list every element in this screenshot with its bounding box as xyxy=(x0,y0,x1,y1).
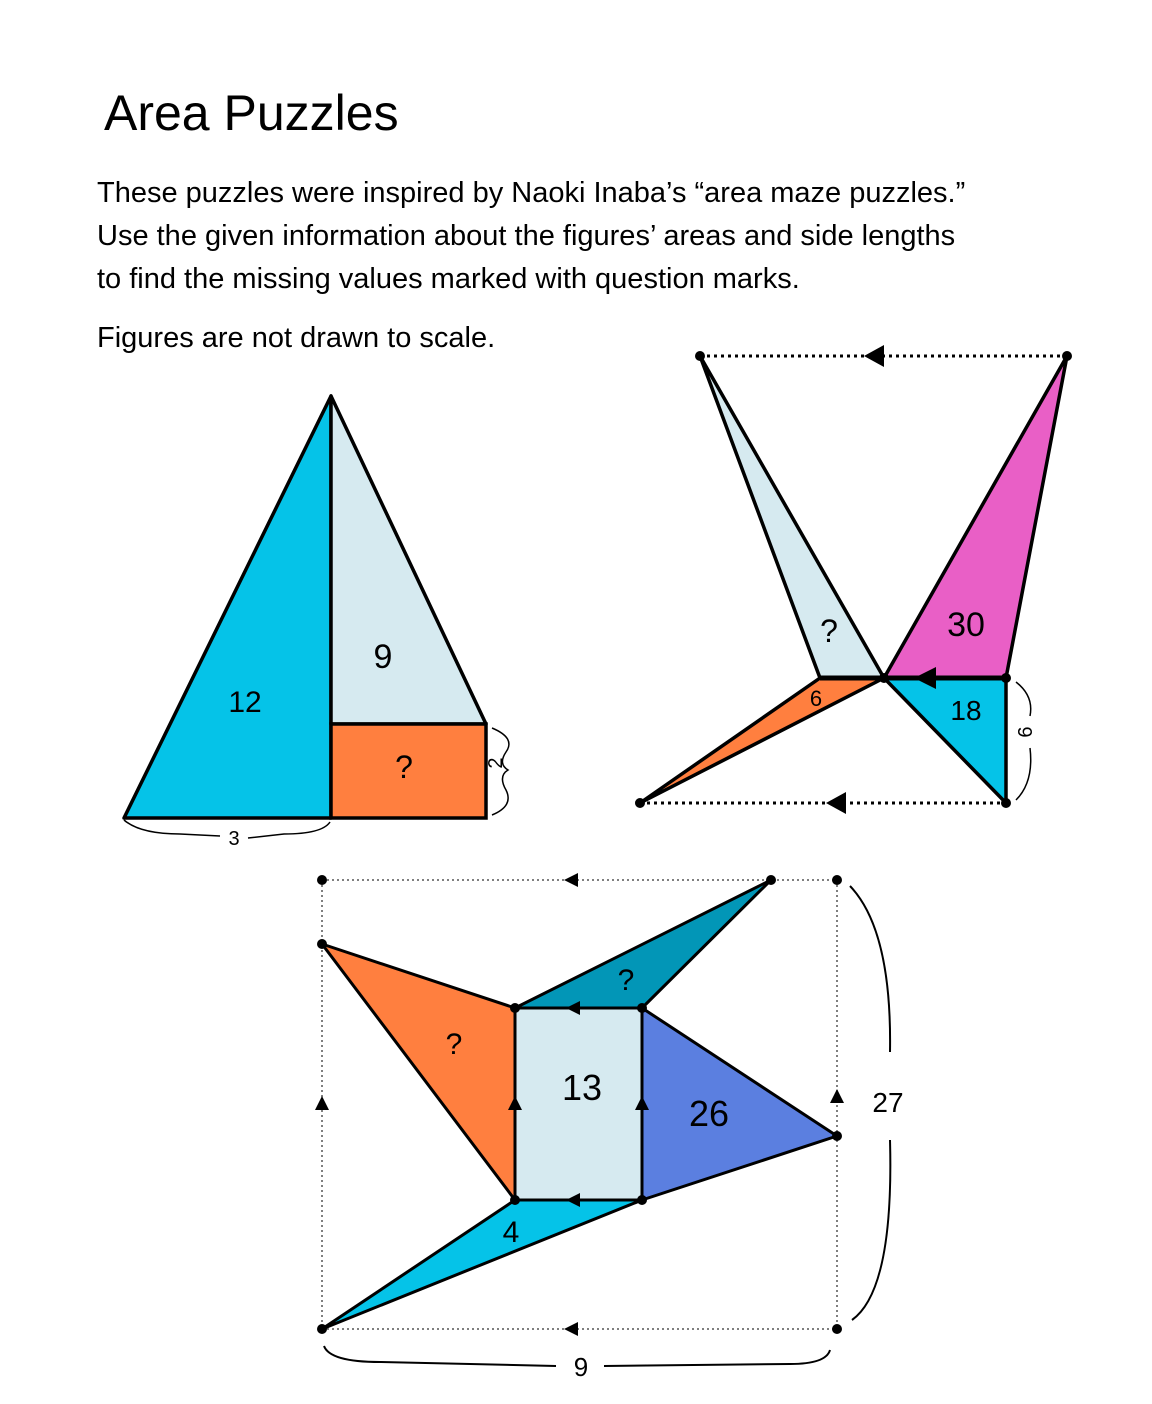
p1-left-area: 12 xyxy=(228,686,262,719)
p3-vertex xyxy=(317,1324,327,1334)
p3-blue-triangle xyxy=(642,1008,837,1200)
p2-vertex xyxy=(879,673,889,683)
p2-vertex xyxy=(1062,351,1072,361)
p3-teal-area: ? xyxy=(617,964,635,997)
p2-vertex xyxy=(695,351,705,361)
p3-cyan-area: 4 xyxy=(502,1216,520,1249)
p2-bottom-arrow xyxy=(826,792,846,814)
p3-left-arrow xyxy=(315,1096,329,1110)
p3-right-arrow xyxy=(830,1089,844,1103)
p3-vertex xyxy=(637,1195,647,1205)
p1-right-triangle xyxy=(331,396,486,724)
p1-rect-area: ? xyxy=(395,749,413,785)
p3-vertex xyxy=(832,1131,842,1141)
p2-left-sliver xyxy=(700,356,884,678)
p3-vertex xyxy=(317,875,327,885)
intro-line: Use the given information about the figures’ areas and side lengths xyxy=(97,220,956,252)
p3-orange-area: ? xyxy=(445,1028,463,1061)
p3-vertex xyxy=(832,1324,842,1334)
intro-line: These puzzles were inspired by Naoki Inaba’s “area maze puzzles.” xyxy=(97,177,966,209)
p2-cyan-area: 18 xyxy=(950,695,982,726)
p2-height-brace xyxy=(1016,682,1031,800)
p3-width: 9 xyxy=(573,1352,589,1382)
p1-base-brace xyxy=(124,820,330,838)
p2-cyan-triangle xyxy=(884,678,1006,803)
p3-vertex xyxy=(510,1195,520,1205)
p1-right-area: 9 xyxy=(373,638,393,676)
p2-magenta-area: 30 xyxy=(947,606,985,644)
p3-bottom-arrow xyxy=(564,1322,578,1336)
p2-vertex xyxy=(1001,673,1011,683)
puzzle-1 xyxy=(124,396,509,850)
puzzle-2 xyxy=(635,345,1072,814)
p3-vertex xyxy=(766,875,776,885)
p1-rect-height: 2 xyxy=(485,757,507,769)
intro-line: to find the missing values marked with question marks. xyxy=(97,263,800,295)
p2-vertex xyxy=(635,798,645,808)
p3-vertex xyxy=(317,939,327,949)
p3-square-area: 13 xyxy=(561,1067,603,1108)
p3-orange-triangle xyxy=(322,944,515,1200)
p3-vertex xyxy=(832,875,842,885)
p3-vertex xyxy=(510,1003,520,1013)
p3-height: 27 xyxy=(872,1087,904,1118)
p2-left-area: ? xyxy=(820,613,838,649)
puzzle-3 xyxy=(315,873,904,1382)
p3-cyan-triangle xyxy=(322,1200,642,1329)
scale-note: Figures are not drawn to scale. xyxy=(97,322,496,354)
p3-blue-area: 26 xyxy=(688,1093,730,1134)
p2-orange-sliver xyxy=(640,678,884,803)
p2-orange-side: 6 xyxy=(809,686,823,711)
p3-top-arrow xyxy=(564,873,578,887)
p3-teal-triangle xyxy=(515,880,771,1008)
p1-height-brace xyxy=(492,728,509,815)
p2-vertex xyxy=(1001,798,1011,808)
p1-base-length: 3 xyxy=(228,828,240,850)
page-title: Area Puzzles xyxy=(104,85,399,141)
p2-top-arrow xyxy=(864,345,884,367)
p1-left-triangle xyxy=(124,396,331,818)
p2-cyan-side: 6 xyxy=(1015,726,1037,738)
p3-vertex xyxy=(637,1003,647,1013)
